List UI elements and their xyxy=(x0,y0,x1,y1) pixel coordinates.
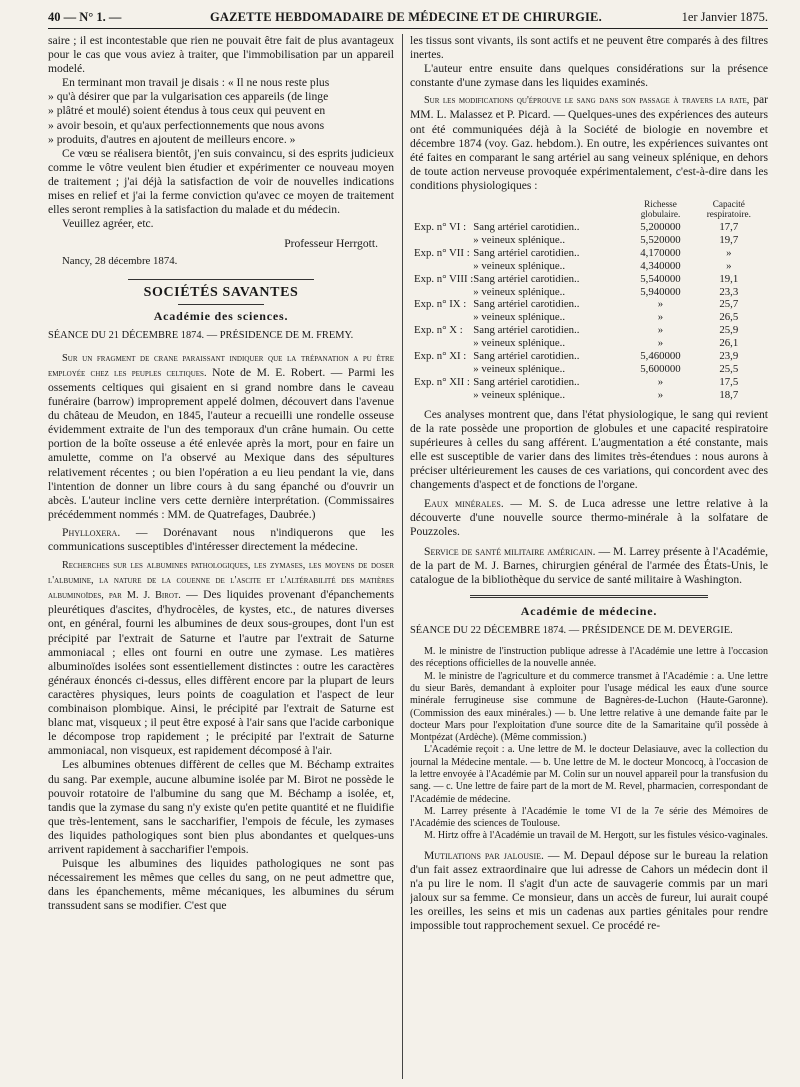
exp-cell xyxy=(414,311,473,324)
capacite-cell: » xyxy=(726,246,732,259)
minute-item: M. Larrey présente à l'Académie le tome VI de la 7e série des Mémoires de l'Académie des sciences de Toulouse. xyxy=(410,805,768,830)
article-heading: Sur un fragment de crane paraissant indiquer que la trépanation a pu être employée chez les peuples celtiques. xyxy=(48,352,394,379)
paragraph: En terminant mon travail je disais : « Il ne nous reste plus xyxy=(62,76,330,90)
label-cell: Sang artériel carotidien.. xyxy=(473,221,580,234)
exp-cell: Exp. n° XII : xyxy=(414,375,470,388)
header-richesse: Richesse globulaire. xyxy=(640,199,681,220)
left-column xyxy=(48,34,394,1084)
richesse-cell: 5,200000 xyxy=(640,221,681,234)
label-cell: » veineux splénique.. xyxy=(473,233,566,246)
table-row xyxy=(414,324,764,337)
richesse-cell: 5,940000 xyxy=(640,285,681,298)
paragraph: Ce vœu se réalisera bientôt, j'en suis convaincu, si des esprits judicieux comme le vôtre veulent bien étudier et expérimenter ce nouveau moyen de traitement ; j'ai déjà la satisfaction de voir de nouvelles indications mises en relief et j'ai la ferme conviction qu'avec ce moyen de traitement elles seront remplies à la satisfaction du malade et du médecin. xyxy=(48,146,394,217)
table-header-row xyxy=(414,199,764,221)
table-row xyxy=(414,273,764,286)
exp-cell xyxy=(414,337,473,350)
article-text: — Des liquides provenant d'épanchements pleurétiques d'ascites, d'hydrocèles, de kystes, etc., de natures diverses ont, en général, fourni les albumines de deux sous-groupes, dont l'un est précipité par l'extrait de Saturne et l'autre par l'extrait de Saturne ammoniacal ; elles ont fourni en outre une zymase. Les matières albuminoïdes isolées sont essentiellement distinctes : outre les caractères généraux énoncés ci-dessus, elles diffèrent encore par la plupart de leurs caractères physiques, leurs points de coagulation et l'aspect de leur combinaison plombique. Ainsi, le précipité par l'extrait de Saturne est blanc mat, visqueux ; il peut être exposé à l'air sans que l'acide carbonique le décompose trop rapidement ; le précipité par l'extrait de Saturne ammoniacal, non visqueux, est rapidement décomposé à l'air. xyxy=(48,588,394,758)
exp-cell: Exp. n° IX : xyxy=(414,298,467,311)
article-text: — Quelques-unes des expériences des auteurs ont été communiquées déjà à la Société de biologie en novembre et décembre 1874 (voy. Gaz. hebdom.). En outre, les expériences suivantes ont été faites en comparant le sang artériel au sang veineux splénique, en dehors de toute action nerveuse provoquée expérimentalement, c'est-à-dire dans les conditions physiologiques : xyxy=(410,108,768,192)
capacite-cell: 23,3 xyxy=(719,285,739,298)
paragraph: Les albumines obtenues diffèrent de celles que M. Béchamp extraites du sang. Par exemple, aucune albumine isolée par M. Birot ne possède le pouvoir rotatoire de l'albumine du sang que M. Béchamp a isolée, et, tandis que la zymase du sang n'y existe qu'en petite quantité et ne fluidifie que très-lentement, sans le saccharifier, l'empois de fécule, les zymases des liquides pathologiques sont bien plus abondantes et quelques-uns arrivent rapidement à saccharifier l'empois. xyxy=(48,758,394,856)
page-header xyxy=(48,6,768,29)
label-cell: Sang artériel carotidien.. xyxy=(473,246,580,259)
richesse-cell: 4,340000 xyxy=(640,259,681,272)
label-cell: » veineux splénique.. xyxy=(473,388,566,401)
article-heading: Mutilations par jalousie. xyxy=(424,848,544,862)
section-title: SOCIÉTÉS SAVANTES xyxy=(143,284,299,300)
divider-rule xyxy=(128,279,314,280)
article-author: Note de M. E. Robert. xyxy=(206,365,326,379)
article-eaux xyxy=(410,497,768,539)
table-row xyxy=(414,389,764,402)
label-cell: » veineux splénique.. xyxy=(473,337,566,350)
article-heading: Recherches sur les albumines pathologiques, les zymases, les moyens de doser l'albumine, la nature de la couenne de l'ascite et l'altérabilité des matières albuminoïdes, par M. J. Birot. xyxy=(48,560,394,602)
exp-cell: Exp. n° VI : xyxy=(414,221,467,234)
capacite-cell: 19,7 xyxy=(719,233,739,246)
article-heading: Sur les modifications qu'éprouve le sang dans son passage à travers la rate, xyxy=(424,95,750,107)
richesse-cell: » xyxy=(657,324,664,337)
article-author: par MM. L. Malassez et P. Picard. xyxy=(410,93,768,122)
richesse-cell: » xyxy=(657,298,664,311)
divider-rule xyxy=(178,304,264,305)
right-column xyxy=(410,34,768,1084)
issue-date: 1er Janvier 1875. xyxy=(681,10,768,24)
capacite-cell: 26,1 xyxy=(719,337,739,350)
article-albumines xyxy=(48,558,394,758)
table-row xyxy=(414,298,764,311)
capacite-cell: 19,1 xyxy=(719,272,739,285)
page-number-and-issue: 40 — N° 1. — xyxy=(48,10,122,24)
seance-line: SÉANCE DU 21 DÉCEMBRE 1874. — PRÉSIDENCE DE M. FREMY. xyxy=(48,329,354,341)
exp-cell xyxy=(414,286,473,299)
paragraph: Ces analyses montrent que, dans l'état physiologique, le sang qui revient de la rate possède une proportion de globules et une capacité respiratoire supérieures à celles du sang afférent. L'augmentation a été constante, mais elle est susceptible de varier dans des limites très-étendues : nous aurons à préciser ultérieurement les causes de ces variations, qui concordent avec des changements d'aspect et de fonctions de l'organe. xyxy=(410,407,768,492)
table-row xyxy=(414,337,764,350)
journal-title: GAZETTE HEBDOMADAIRE DE MÉDECINE ET DE CHIRURGIE. xyxy=(210,10,602,24)
quote-line: » qu'à désirer que par la vulgarisation ces appareils (de linge xyxy=(48,90,329,104)
label-cell: Sang artériel carotidien.. xyxy=(473,350,580,363)
richesse-cell: 5,520000 xyxy=(640,233,681,246)
article-mutilations xyxy=(410,849,768,934)
header-cell xyxy=(473,199,627,221)
table-row xyxy=(414,221,764,234)
article-phylloxera xyxy=(48,526,394,554)
column-divider xyxy=(402,34,403,1079)
exp-cell xyxy=(414,389,473,402)
table-row xyxy=(414,350,764,363)
article-sante xyxy=(410,545,768,587)
richesse-cell: » xyxy=(657,311,664,324)
seance-minutes xyxy=(410,646,768,843)
divider-rule xyxy=(470,595,708,598)
paragraph: L'auteur entre ensuite dans quelques considérations sur la présence constante d'une zymase dans les liquides examinés. xyxy=(410,62,768,90)
table-row xyxy=(414,234,764,247)
paragraph: Veuillez agréer, etc. xyxy=(62,217,154,231)
capacite-cell: 17,5 xyxy=(719,375,739,388)
richesse-cell: » xyxy=(657,337,664,350)
table-row xyxy=(414,311,764,324)
richesse-cell: 5,540000 xyxy=(640,272,681,285)
exp-cell xyxy=(414,363,473,376)
article-crane xyxy=(48,351,394,522)
richesse-cell: 4,170000 xyxy=(640,246,681,259)
minute-item: M. Hirtz offre à l'Académie un travail de M. Hergott, sur les fistules vésico-vaginales. xyxy=(424,830,768,842)
quote-line: » avoir besoin, et qu'aux perfectionnements que nous avons xyxy=(48,118,325,132)
article-text: — M. Depaul dépose sur le bureau la relation d'un fait assez extraordinaire que lui adresse de Cahors un médecin dont il n'a pu lire le nom. Il s'agit d'un acte de sauvagerie commis par un mari jaloux sur sa femme. Ce monsieur, dans un accès de fureur, lui aurait coupé les oreilles, les seins et mis un cadenas aux parties génitales pour rendre impossible tout rapprochement sexuel. Ce procédé re- xyxy=(410,848,768,933)
article-sang-rate xyxy=(410,93,768,193)
capacite-cell: 23,9 xyxy=(719,350,739,363)
minute-item: L'Académie reçoit : a. Une lettre de M. le docteur Delasiauve, avec la collection du journal la Médecine mentale. — b. Une lettre de M. le docteur Moncocq, à l'occasion de la lettre envoyée à l'Académie par M. Colin sur un nouvel appareil pour la transfusion du sang. — c. Une lettre de faire part de la mort de M. Revel, pharmacien, correspondant de l'Académie de médecine. xyxy=(410,744,768,805)
exp-cell: Exp. n° VIII : xyxy=(414,272,474,285)
table-row xyxy=(414,376,764,389)
quote-line: » produits, d'autres en ajoutent de meilleurs encore. » xyxy=(48,132,296,146)
label-cell: Sang artériel carotidien.. xyxy=(473,298,580,311)
paragraph: saire ; il est incontestable que rien ne pouvait être fait de plus avantageux pour le cas que vous aviez à traiter, que l'immobilisation par un appareil modelé. xyxy=(48,34,394,76)
exp-cell: Exp. n° XI : xyxy=(414,350,467,363)
label-cell: Sang artériel carotidien.. xyxy=(473,375,580,388)
article-text: — M. S. de Luca adresse une lettre relative à la découverte d'une nouvelle source thermo-minérale à la solfatare de Pouzzoles. xyxy=(410,497,768,539)
capacite-cell: 26,5 xyxy=(719,311,739,324)
exp-cell xyxy=(414,234,473,247)
academy-heading: Académie des sciences. xyxy=(153,308,289,323)
article-text: — Parmi les ossements celtiques qui gisaient en si grand nombre dans le caveau funéraire (barrow) improprement appelé dolmen, découvert dans l'avenue du château de Meudon, en 1845, l'auteur a recueilli une rondelle osseuse évidemment extraite de l'un des temporaux d'un crâne humain. Ou cette portion de la boîte osseuse a été enlevée après la mort, pour en faire un amulette, comme on l'a observé au Mexique dans des sépultures relativement récentes ; ou bien l'opération a eu lieu pendant la vie, dans l'intention de donner un libre cours à du sang épanché ou d'ouvrir un abcès. L'auteur incline vers cette dernière interprétation. (Commissaires précédemment nommés : MM. de Quatrefages, Daubrée.) xyxy=(48,365,394,521)
paragraph: Puisque les albumines des liquides pathologiques ne sont pas nécessairement les mêmes que celles du sang, on ne peut admettre que, dans les épanchements, même mécaniques, les albumines du sérum transsudent sans se modifier. C'est que xyxy=(48,857,394,913)
signature: Professeur Herrgott. xyxy=(284,237,378,251)
article-text: — M. Larrey présente à l'Académie, de la part de M. J. Barnes, chirurgien général de l'armée des États-Unis, le catalogue de la bibliothèque du service de santé militaire à Washington. xyxy=(410,544,768,586)
richesse-cell: » xyxy=(657,388,664,401)
article-heading: Eaux minérales. xyxy=(424,497,504,511)
capacite-cell: » xyxy=(726,259,732,272)
header-cell xyxy=(414,199,473,221)
table-row xyxy=(414,363,764,376)
academy-heading: Académie de médecine. xyxy=(520,603,658,618)
table-row xyxy=(414,286,764,299)
table-row xyxy=(414,260,764,273)
paragraph: les tissus sont vivants, ils sont actifs et ne peuvent être comparés à des filtres inertes. xyxy=(410,34,768,62)
capacite-cell: 25,7 xyxy=(719,298,739,311)
capacite-cell: 25,5 xyxy=(719,363,739,375)
article-heading: Service de santé militaire américain. xyxy=(424,544,596,558)
label-cell: » veineux splénique.. xyxy=(473,363,566,375)
experiment-table xyxy=(414,199,764,402)
label-cell: » veineux splénique.. xyxy=(473,259,566,272)
table-row xyxy=(414,247,764,260)
minute-item: M. le ministre de l'agriculture et du commerce transmet à l'Académie : a. Une lettre du sieur Barès, demandant à exploiter pour l'usage médical les eaux d'une source minérale ferrugineuse sise commune de Bagnères-de-Luchon (Haute-Garonne). (Commission des eaux minérales.) — b. Une lettre relative à une demande faite par le docteur Mars pour l'exploitation d'une source dite de la Samaritaine qu'il possède à Montpézat (Ardèche). (Même commission.) xyxy=(410,670,768,744)
quote-line: » plâtré et moulé) soient étendus à tous ceux qui peuvent en xyxy=(48,104,326,118)
letter-date: Nancy, 28 décembre 1874. xyxy=(62,255,178,268)
seance-line: SÉANCE DU 22 DÉCEMBRE 1874. — PRÉSIDENCE DE M. DEVERGIE. xyxy=(410,624,733,636)
exp-cell: Exp. n° X : xyxy=(414,324,463,337)
article-text: — Dorénavant nous n'indiquerons que les communications susceptibles d'intéresser directement la médecine. xyxy=(48,525,394,553)
exp-cell xyxy=(414,260,473,273)
header-capacite: Capacité respiratoire. xyxy=(706,199,751,220)
minute-item: M. le ministre de l'instruction publique adresse à l'Académie une lettre à l'occasion des réceptions officielles de la nouvelle année. xyxy=(410,646,768,670)
label-cell: Sang artériel carotidien.. xyxy=(473,324,580,337)
richesse-cell: 5,600000 xyxy=(640,363,681,375)
article-heading: Phylloxera. xyxy=(62,525,121,539)
capacite-cell: 18,7 xyxy=(719,388,739,401)
label-cell: Sang artériel carotidien.. xyxy=(473,272,580,285)
exp-cell: Exp. n° VII : xyxy=(414,246,470,259)
capacite-cell: 25,9 xyxy=(719,324,739,337)
richesse-cell: » xyxy=(657,375,664,388)
capacite-cell: 17,7 xyxy=(719,221,739,234)
label-cell: » veineux splénique.. xyxy=(473,311,566,324)
richesse-cell: 5,460000 xyxy=(640,350,681,363)
label-cell: » veineux splénique.. xyxy=(473,285,566,298)
